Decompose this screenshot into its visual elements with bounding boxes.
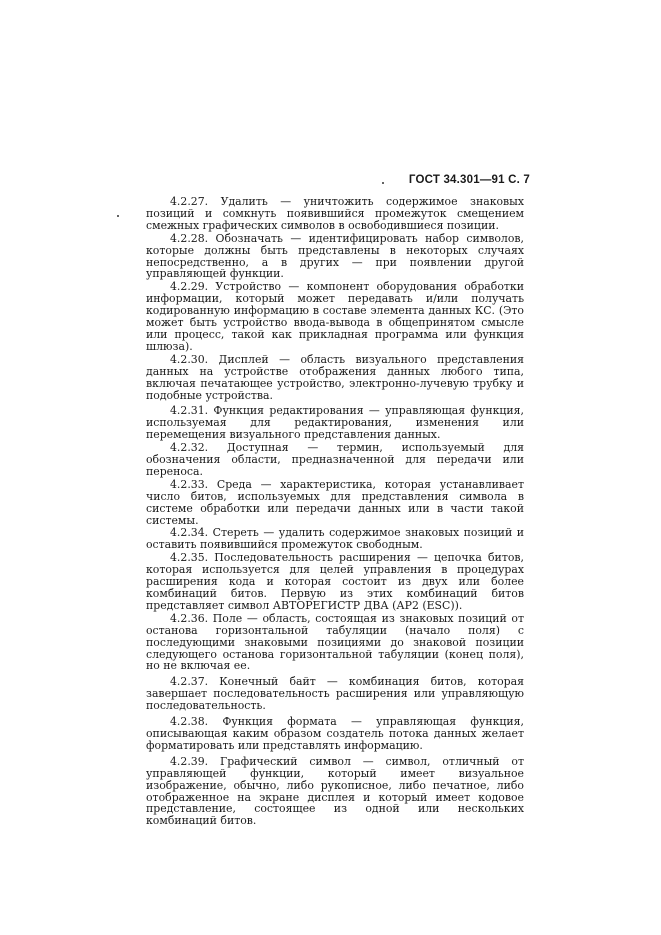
paragraph-4-2-37: 4.2.37. Конечный байт — комбинация битов, которая завершает последовательность расширения или управляющую последовательность. [146,675,524,713]
paragraph-4-2-27: 4.2.27. Удалить — уничтожить содержимое знаковых позиций и сомкнуть появившийся промежуток смещением смежных графических символов в освободившиеся позиции. [146,195,524,232]
paragraph-4-2-32: 4.2.32. Доступная — термин, используемый для обозначения области, предназначенной для передачи или переноса. [146,441,524,478]
paragraph-4-2-33: 4.2.33. Среда — характеристика, которая устанавливает число битов, используемых для представления символа в системе обработки или передачи данных или в части такой системы. [146,477,524,527]
paragraph-4-2-35: 4.2.35. Последовательность расширения — цепочка битов, которая используется для целей управления в процедурах расширения кода и которая состоит из двух или более комбинаций битов. Первую из этих комбинаций битов представляет символ АВТОРЕГИСТР ДВА (АР2 (ESC)). [146,551,524,612]
paragraph-4-2-39: 4.2.39. Графический символ — символ, отличный от управляющей функции, который имеет визуальное изображение, обычно, либо рукописное, либо печатное, либо отображенное на экране дисплея и который имеет кодовое представление, состоящее из одной или нескольких комбинаций битов. [146,754,524,828]
paragraph-4-2-29: 4.2.29. Устройство — компонент оборудования обработки информации, который может передавать и/или получать кодированную информацию в составе элемента данных КС. (Это может быть устройство ввода-вывода в общепринятом смысле или процесс, такой как прикладная программа или функция шлюза). [146,280,524,353]
paragraph-4-2-34: 4.2.34. Стереть — удалить содержимое знаковых позиций и оставить появившийся промежуток свободным. [146,526,524,552]
paragraph-4-2-28: 4.2.28. Обозначать — идентифицировать набор символов, которые должны быть представлены в некоторых случаях непосредственно, а в других — при появлении другой управляющей функции. [146,231,524,281]
paragraph-4-2-30: 4.2.30. Дисплей — область визуального представления данных на устройстве отображения данных любого типа, включая печатающее устройство, электронно-лучевую трубку и подобные устройства. [146,352,524,402]
paragraph-4-2-36: 4.2.36. Поле — область, состоящая из знаковых позиций от останова горизонтальной табуляции (начало поля) с последующими знаковыми позициями до знаковой позиции следующего останова горизонтальной табуляции (конец поля), но не включая ее. [146,611,524,673]
print-speck [382,182,384,184]
running-header: ГОСТ 34.301—91 С. 7 [408,174,530,186]
paragraph-4-2-38: 4.2.38. Функция формата — управляющая функция, описывающая каким образом создатель потока данных желает форматировать или представлять информацию. [146,715,524,752]
print-speck [117,215,119,217]
paragraph-4-2-31: 4.2.31. Функция редактирования — управляющая функция, используемая для редактирования, изменения или перемещения визуального представления данных. [146,404,524,442]
body-text [146,196,524,827]
